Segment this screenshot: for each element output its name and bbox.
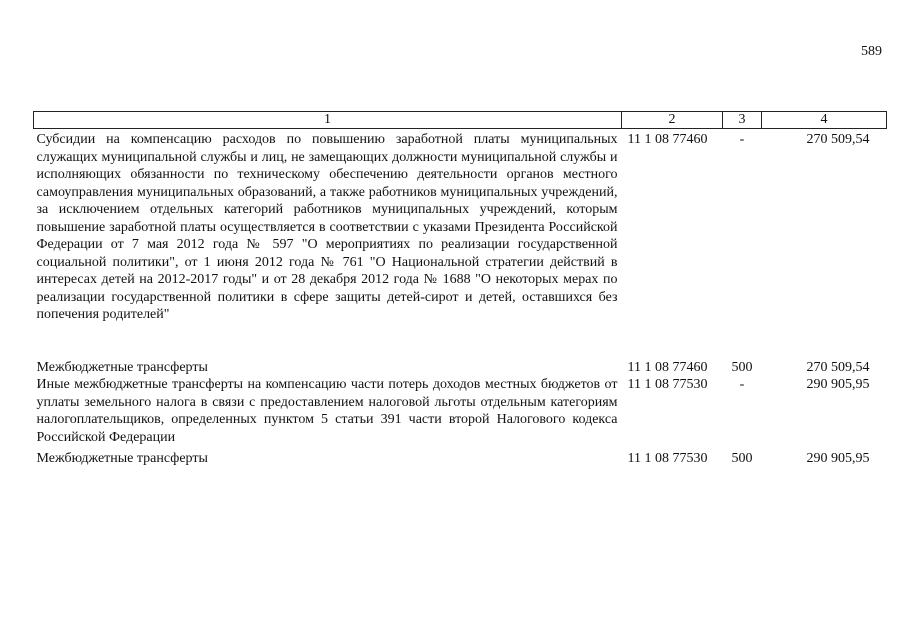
row-amount: 270 509,54 [806,132,870,147]
row-code: 11 1 08 77460 [627,359,708,375]
table-row [34,376,887,446]
column-header-3: 3 [723,112,762,129]
column-header-2: 2 [622,112,723,129]
row-type: - [739,132,745,147]
table-row [34,359,887,377]
row-type: 500 [731,451,753,466]
column-header-1: 1 [34,112,622,129]
row-description: Межбюджетные трансферты [36,359,208,375]
row-description: Иные межбюджетные трансферты на компенсацию части потерь доходов местных бюджетов от уплаты земельного налога в связи с предоставлением налоговой льготы отдельным категориям налогоплательщиков, определенных пунктом 5 статьи 391 части второй Налогового кодекса Российской Федерации [36,377,618,445]
table-row [34,129,887,324]
column-header-4: 4 [762,112,887,129]
row-amount: 290 905,95 [806,451,870,466]
row-code: 11 1 08 77460 [627,132,708,147]
row-description: Субсидии на компенсацию расходов по повышению заработной платы муниципальных служащих муниципальной службы и лиц, не замещающих должности муниципальной службы и исполняющих обязанности по техническому обеспечению деятельности органов местного самоуправления муниципальных образований, а также работников муниципальных учреждений, за исключением отдельных категорий работников муниципальных учреждений, которым повышение заработной платы осуществляется в соответствии с указами Президента Российской Федерации от 7 мая 2012 года № 597 "О мероприятиях по реализации государственной социальной политики", от 1 июня 2012 года № 761 "О Национальной стратегии действий в интересах детей на 2012-2017 годы" и от 28 декабря 2012 года № 1688 "О некоторых мерах по реализации государственной политики в сфере защиты детей-сирот и детей, оставшихся без попечения родителей" [36,132,618,322]
table-row [34,450,887,468]
row-type: - [739,377,745,392]
row-code: 11 1 08 77530 [627,451,708,466]
budget-table [33,111,887,468]
table-spacer [34,324,887,359]
row-type: 500 [731,359,753,375]
row-description: Межбюджетные трансферты [36,451,208,466]
row-code: 11 1 08 77530 [627,377,708,392]
row-amount: 270 509,54 [806,359,870,375]
row-amount: 290 905,95 [806,377,870,392]
page-number: 589 [861,44,882,59]
table-header-row [34,112,887,129]
